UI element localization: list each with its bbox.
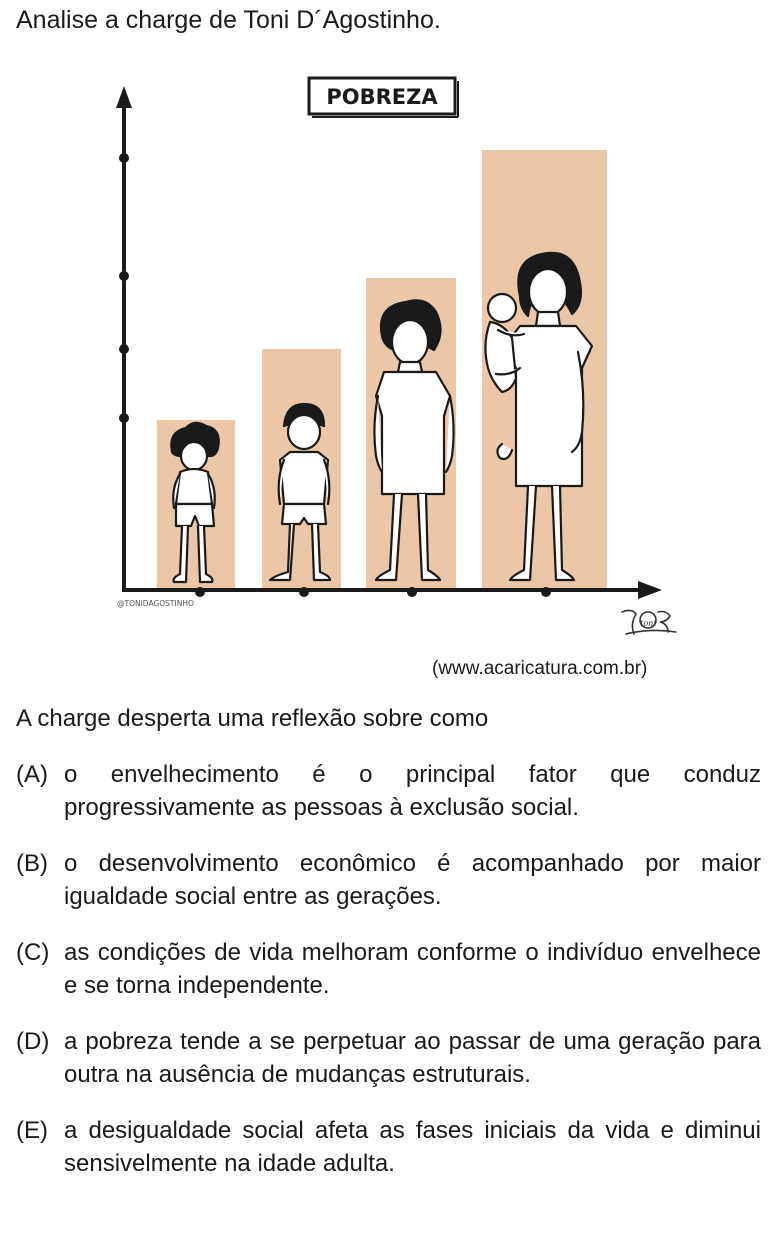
x-tick bbox=[299, 587, 309, 597]
y-axis-arrow bbox=[116, 86, 132, 108]
option-text: a desigualdade social afeta as fases iniciais da vida e diminui sensivelmente na idade adulta. bbox=[64, 1117, 761, 1177]
option-letter: (B) bbox=[16, 850, 48, 877]
option-text: as condições de vida melhoram conforme o indivíduo envelhece e se torna independente. bbox=[64, 939, 761, 999]
answer-options bbox=[16, 758, 761, 1203]
cartoon-title-box bbox=[309, 78, 458, 117]
option-letter: (E) bbox=[16, 1117, 48, 1144]
option-c[interactable] bbox=[16, 936, 761, 1002]
cartoon-credit: @TONIDAGOSTINHO bbox=[117, 599, 194, 608]
option-a[interactable] bbox=[16, 758, 761, 824]
x-tick bbox=[407, 587, 417, 597]
y-tick bbox=[119, 344, 129, 354]
option-letter: (D) bbox=[16, 1028, 50, 1055]
x-tick bbox=[195, 587, 205, 597]
y-tick bbox=[119, 413, 129, 423]
option-text: o envelhecimento é o principal fator que conduz progressivamente as pessoas à exclusão social. bbox=[64, 761, 761, 821]
x-tick bbox=[541, 587, 551, 597]
option-d[interactable] bbox=[16, 1025, 761, 1091]
option-e[interactable] bbox=[16, 1114, 761, 1180]
question-stem: A charge desperta uma reflexão sobre como bbox=[16, 705, 489, 732]
cartoon-pobreza bbox=[0, 60, 780, 660]
option-text: a pobreza tende a se perpetuar ao passar de uma geração para outra na ausência de mudanças estruturais. bbox=[64, 1028, 761, 1088]
y-tick bbox=[119, 153, 129, 163]
cartoon-title: POBREZA bbox=[326, 85, 438, 109]
y-tick bbox=[119, 271, 129, 281]
signature-text: toni bbox=[640, 619, 656, 628]
intro-text: Analise a charge de Toni D´Agostinho. bbox=[16, 6, 441, 34]
option-text: o desenvolvimento econômico é acompanhado por maior igualdade social entre as gerações. bbox=[64, 850, 761, 910]
option-b[interactable] bbox=[16, 847, 761, 913]
image-source: (www.acaricatura.com.br) bbox=[432, 658, 648, 679]
option-letter: (C) bbox=[16, 939, 50, 966]
cartoon-signature bbox=[622, 610, 676, 634]
option-letter: (A) bbox=[16, 761, 48, 788]
x-axis-arrow bbox=[638, 581, 662, 599]
